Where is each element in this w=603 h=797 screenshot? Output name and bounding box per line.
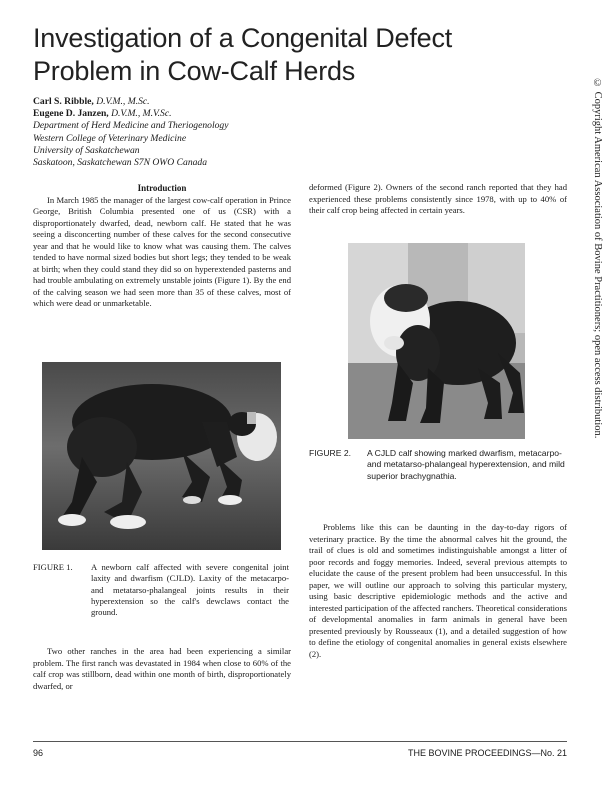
figure-1-caption-text: A newborn calf affected with severe congenital joint laxity and dwarfism (CJLD). Laxity of the metacarpo- and metatarso-phalangeal joints results in their hyperextension so the calf's dewclaws contact the ground. (91, 562, 289, 618)
calf-photo-2-image (348, 243, 525, 439)
calf-photo-1-image (42, 362, 281, 550)
copyright-notice: © Copyright American Association of Bovine Practitioners; open access distribution. (592, 78, 603, 439)
article-title (33, 22, 553, 88)
right-column-bottom (309, 522, 567, 660)
affiliation-line: Saskatoon, Saskatchewan S7N OWO Canada (33, 157, 208, 169)
right-column-top (309, 182, 567, 217)
paragraph-problems: Problems like this can be daunting in the day-to-day rigors of veterinary practice. By the time the abnormal calves hit the ground, the trail of clues is old and sometimes indistinguishable amongst a litter of poor records and foggy memories. Indeed, several previous attempts to elucidate the cause of the present problem had been unsuccessful. In this paper, we will outline our approach to solving this particular mystery, using basic descriptive epidemiologic methods and the active and interested participation of the affected ranchers. Theoretical considerations of developmental anomalies in farm animals in general have been presented previously by Rousseaux (1), and a detailed suggestion of how to define the etiology of congenital anomalies in general exists elsewhere (2). (309, 522, 567, 659)
intro-paragraph: In March 1985 the manager of the largest cow-calf operation in Prince George, British Columbia presented one of us (CSR) with a disproportionately dwarfed, dead, newborn calf. He stated that he was seeing a disconcerting number of these calves for the second consecutive year and that he would like to know what was causing them. The calves tended to have normal sized bodies but short legs; they tended to be weak at birth; when they could stand they did so on hyperextended pasterns and had trouble ambulating on extremely unstable joints (Figure 1). By the end of the calving season we had seen more than 35 of these calves, most of which were dead or unmarketable. (33, 194, 291, 308)
figure-2-photo (348, 243, 525, 439)
figure-2-caption (309, 448, 567, 482)
left-column-bottom (33, 646, 291, 692)
figure-2-caption-text: A CJLD calf showing marked dwarfism, metacarpo- and metatarso-phalangeal hyperextension, and mild superior brachygnathia. (367, 448, 565, 481)
affiliation-line: Department of Herd Medicine and Theriogenology (33, 120, 229, 132)
footer-rule (33, 741, 567, 742)
title-line-1: Investigation of a Congenital Defect (33, 23, 453, 53)
figure-1-label: FIGURE 1. (33, 562, 73, 572)
left-column-intro (33, 183, 291, 310)
journal-footer: THE BOVINE PROCEEDINGS—No. 21 (407, 748, 567, 758)
author-1: Carl S. Ribble, D.V.M., M.Sc. (33, 96, 150, 107)
section-heading: Introduction (137, 183, 187, 193)
affiliation-line: Western College of Veterinary Medicine (33, 132, 187, 144)
figure-1-caption (33, 562, 289, 618)
paragraph-two-ranches: Two other ranches in the area had been experiencing a similar problem. The first ranch was devastated in 1984 when close to 60% of the calf crop was stillborn, dead within one month of birth, disproportionately dwarfed, or (33, 646, 291, 691)
figure-2-label: FIGURE 2. (309, 448, 352, 458)
page-number: 96 (33, 748, 44, 758)
author-2: Eugene D. Janzen, D.V.M., M.V.Sc. (33, 108, 172, 120)
figure-1-photo (42, 362, 281, 550)
title-line-2: Problem in Cow-Calf Herds (33, 56, 356, 86)
affiliation-line: University of Saskatchewan (33, 144, 140, 156)
author-block (33, 96, 333, 169)
paragraph-deformed: deformed (Figure 2). Owners of the second ranch reported that they had experienced these problems consistently since 1978, with up to 40% of their calf crop being affected in certain years. (309, 182, 567, 215)
